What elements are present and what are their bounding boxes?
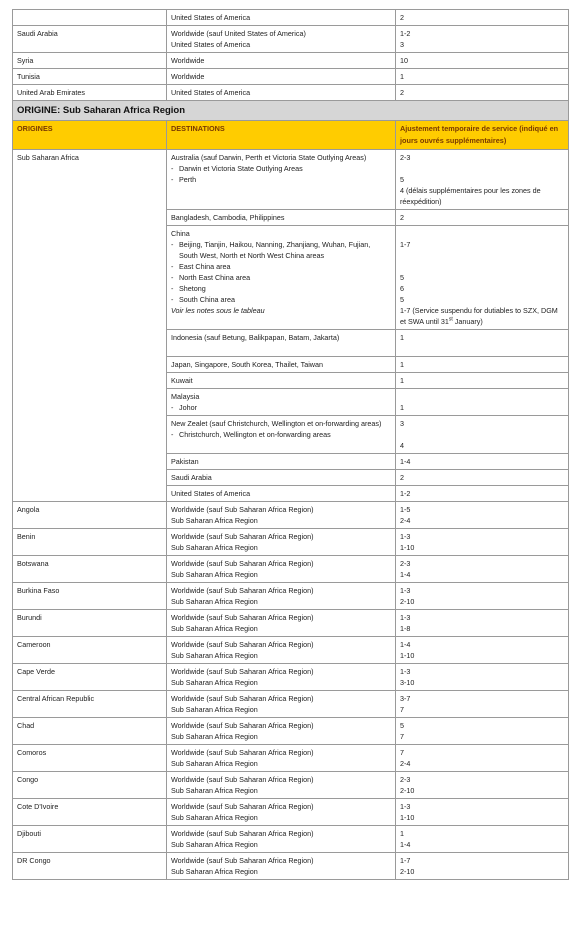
destination-cell: Worldwide (sauf Sub Saharan Africa Region) Sub Saharan Africa Region xyxy=(167,502,396,529)
table-row xyxy=(13,826,569,853)
destination-cell: Worldwide (sauf Sub Saharan Africa Region) Sub Saharan Africa Region xyxy=(167,610,396,637)
service-adjustment-table xyxy=(12,9,569,880)
destination-cell: Saudi Arabia xyxy=(167,470,396,486)
destination-cell: United States of America xyxy=(167,10,396,26)
table-row xyxy=(13,26,569,53)
destination-cell: Worldwide (sauf Sub Saharan Africa Region) Sub Saharan Africa Region xyxy=(167,799,396,826)
table-row xyxy=(13,53,569,69)
adjustment-cell: 1-2 3 xyxy=(396,26,569,53)
origin-cell: Syria xyxy=(13,53,167,69)
origin-cell: Burkina Faso xyxy=(13,583,167,610)
destination-cell: Worldwide xyxy=(167,53,396,69)
destination-cell: Worldwide (sauf Sub Saharan Africa Region) Sub Saharan Africa Region xyxy=(167,853,396,880)
table-row xyxy=(13,610,569,637)
adjustment-cell: 1 xyxy=(396,357,569,373)
destination-cell: China - Beijing, Tianjin, Haikou, Nanning, Zhanjiang, Wuhan, Fujian, South West, North et North West China areas - East China area - North East China area - Shetong - South China area Voir les notes sous le tableau xyxy=(167,226,396,330)
origin-cell: Comoros xyxy=(13,745,167,772)
adjustment-cell: 2-3 5 4 (délais supplémentaires pour les zones de réexpédition) xyxy=(396,150,569,210)
table-row xyxy=(13,691,569,718)
destination-cell: Worldwide (sauf Sub Saharan Africa Region) Sub Saharan Africa Region xyxy=(167,583,396,610)
destination-cell: United States of America xyxy=(167,486,396,502)
origin-cell: Cote D'Ivoire xyxy=(13,799,167,826)
adjustment-cell: 1 xyxy=(396,330,569,357)
table-row xyxy=(13,799,569,826)
destination-cell: Worldwide (sauf Sub Saharan Africa Region) Sub Saharan Africa Region xyxy=(167,691,396,718)
origin-cell xyxy=(13,10,167,26)
adjustment-cell: 2-3 1-4 xyxy=(396,556,569,583)
adjustment-cell: 3 4 xyxy=(396,416,569,454)
adjustment-cell: 1 xyxy=(396,69,569,85)
adjustment-cell: 1-3 1-10 xyxy=(396,529,569,556)
adjustment-cell: 1-3 2-10 xyxy=(396,583,569,610)
table-row xyxy=(13,583,569,610)
adjustment-cell: 1-3 1-8 xyxy=(396,610,569,637)
table-row xyxy=(13,69,569,85)
origin-cell: Congo xyxy=(13,772,167,799)
adjustment-cell: 1-7 2-10 xyxy=(396,853,569,880)
destination-cell: Worldwide (sauf Sub Saharan Africa Region) Sub Saharan Africa Region xyxy=(167,826,396,853)
origin-cell: Tunisia xyxy=(13,69,167,85)
destination-cell: Worldwide (sauf Sub Saharan Africa Region) Sub Saharan Africa Region xyxy=(167,745,396,772)
adjustment-cell: 1 xyxy=(396,373,569,389)
adjustment-cell: 2 xyxy=(396,85,569,101)
origin-cell: Saudi Arabia xyxy=(13,26,167,53)
table-row xyxy=(13,556,569,583)
adjustment-cell: 1-3 1-10 xyxy=(396,799,569,826)
destination-cell: Kuwait xyxy=(167,373,396,389)
adjustment-cell: 2 xyxy=(396,470,569,486)
destination-cell: New Zealet (sauf Christchurch, Wellington et on-forwarding areas) - Christchurch, Wellington et on-forwarding areas xyxy=(167,416,396,454)
table-row xyxy=(13,745,569,772)
origin-cell: Central African Republic xyxy=(13,691,167,718)
origin-cell: Sub Saharan Africa xyxy=(13,150,167,502)
destination-cell: United States of America xyxy=(167,85,396,101)
header-adjustment: Ajustement temporaire de service (indiqué en jours ouvrés supplémentaires) xyxy=(396,121,569,150)
destination-cell: Indonesia (sauf Betung, Balikpapan, Batam, Jakarta) xyxy=(167,330,396,357)
header-destinations: DESTINATIONS xyxy=(167,121,396,150)
origin-cell: Djibouti xyxy=(13,826,167,853)
adjustment-cell: 1-3 3-10 xyxy=(396,664,569,691)
table-row xyxy=(13,853,569,880)
adjustment-cell: 10 xyxy=(396,53,569,69)
origin-cell: Benin xyxy=(13,529,167,556)
table-row xyxy=(13,502,569,529)
origin-cell: Cape Verde xyxy=(13,664,167,691)
table-row xyxy=(13,150,569,210)
adjustment-cell: 3-7 7 xyxy=(396,691,569,718)
destination-cell: Worldwide (sauf Sub Saharan Africa Region) Sub Saharan Africa Region xyxy=(167,529,396,556)
destination-cell: Worldwide xyxy=(167,69,396,85)
destination-cell: Worldwide (sauf Sub Saharan Africa Region) Sub Saharan Africa Region xyxy=(167,664,396,691)
origin-cell: Angola xyxy=(13,502,167,529)
destination-cell: Australia (sauf Darwin, Perth et Victoria State Outlying Areas) - Darwin et Victoria State Outlying Areas - Perth xyxy=(167,150,396,210)
origin-cell: DR Congo xyxy=(13,853,167,880)
destination-cell: Worldwide (sauf Sub Saharan Africa Region) Sub Saharan Africa Region xyxy=(167,772,396,799)
destination-cell: Worldwide (sauf Sub Saharan Africa Region) Sub Saharan Africa Region xyxy=(167,718,396,745)
section-title: ORIGINE: Sub Saharan Africa Region xyxy=(13,101,569,121)
origin-cell: Burundi xyxy=(13,610,167,637)
adjustment-cell: 7 2-4 xyxy=(396,745,569,772)
adjustment-cell: 1 xyxy=(396,389,569,416)
adjustment-cell: 2 xyxy=(396,10,569,26)
destination-cell: Bangladesh, Cambodia, Philippines xyxy=(167,210,396,226)
adjustment-cell: 1-7 5 6 5 1-7 (Service suspendu for dutiables to SZX, DGM et SWA until 31st January) xyxy=(396,226,569,330)
adjustment-cell: 2-3 2-10 xyxy=(396,772,569,799)
table-row xyxy=(13,718,569,745)
destination-cell: Pakistan xyxy=(167,454,396,470)
adjustment-cell: 1-5 2-4 xyxy=(396,502,569,529)
destination-cell: Worldwide (sauf United States of America) United States of America xyxy=(167,26,396,53)
header-row xyxy=(13,121,569,150)
adjustment-cell: 1-4 xyxy=(396,454,569,470)
origin-cell: Botswana xyxy=(13,556,167,583)
origin-cell: United Arab Emirates xyxy=(13,85,167,101)
destination-cell: Worldwide (sauf Sub Saharan Africa Region) Sub Saharan Africa Region xyxy=(167,556,396,583)
header-origins: ORIGINES xyxy=(13,121,167,150)
adjustment-cell: 1-4 1-10 xyxy=(396,637,569,664)
adjustment-cell: 1-2 xyxy=(396,486,569,502)
destination-cell: Malaysia - Johor xyxy=(167,389,396,416)
section-band-row xyxy=(13,101,569,121)
destination-cell: Worldwide (sauf Sub Saharan Africa Region) Sub Saharan Africa Region xyxy=(167,637,396,664)
table-row xyxy=(13,529,569,556)
destination-cell: Japan, Singapore, South Korea, Thailet, Taiwan xyxy=(167,357,396,373)
origin-cell: Cameroon xyxy=(13,637,167,664)
table-row xyxy=(13,664,569,691)
table-row xyxy=(13,772,569,799)
table-row xyxy=(13,10,569,26)
adjustment-cell: 5 7 xyxy=(396,718,569,745)
table-row xyxy=(13,85,569,101)
table-row xyxy=(13,637,569,664)
adjustment-cell: 2 xyxy=(396,210,569,226)
adjustment-cell: 1 1-4 xyxy=(396,826,569,853)
origin-cell: Chad xyxy=(13,718,167,745)
